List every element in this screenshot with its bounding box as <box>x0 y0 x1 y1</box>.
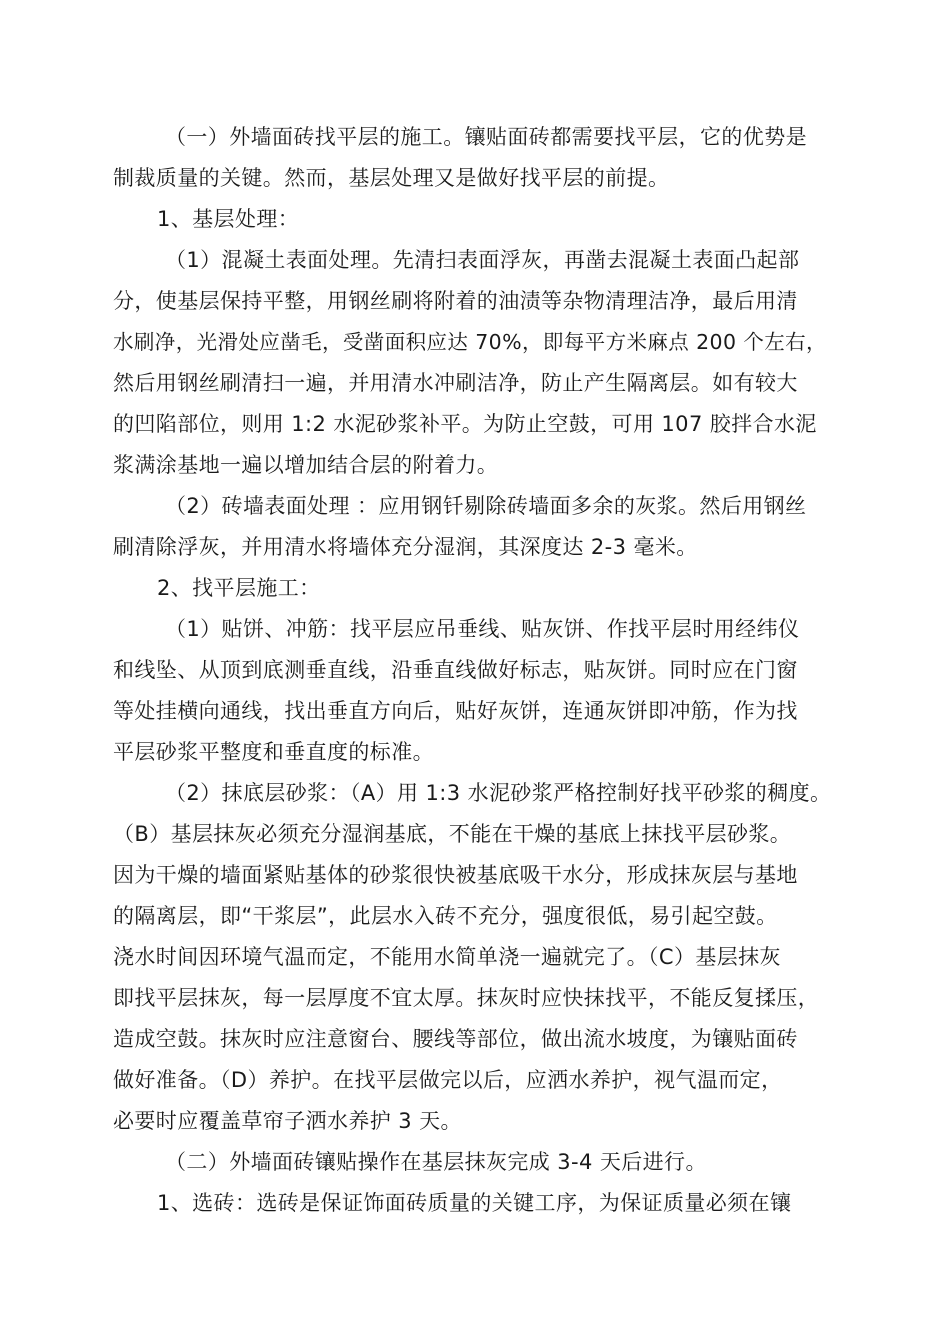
paragraph-line: 即找平层抹灰，每一层厚度不宜太厚。抹灰时应快抹找平，不能反复揉压， <box>113 986 820 1010</box>
paragraph-line: 制裁质量的关键。然而，基层处理又是做好找平层的前提。 <box>113 166 670 190</box>
paragraph-line: 然后用钢丝刷清扫一遍，并用清水冲刷洁净，防止产生隔离层。如有较大 <box>113 371 798 395</box>
paragraph-line: 必要时应覆盖草帘子洒水养护 3 天。 <box>113 1109 462 1133</box>
paragraph-line: 平层砂浆平整度和垂直度的标准。 <box>113 740 434 764</box>
paragraph-line: （一）外墙面砖找平层的施工。镶贴面砖都需要找平层，它的优势是 <box>165 125 807 149</box>
paragraph-line: 造成空鼓。抹灰时应注意窗台、腰线等部位，做出流水坡度，为镶贴面砖 <box>113 1027 798 1051</box>
paragraph-line: （二）外墙面砖镶贴操作在基层抹灰完成 3-4 天后进行。 <box>165 1150 707 1174</box>
section-heading: 1、基层处理： <box>157 207 300 231</box>
paragraph-line: 浇水时间因环境气温而定，不能用水简单浇一遍就完了。（C）基层抹灰 <box>113 945 781 969</box>
paragraph-line: 因为干燥的墙面紧贴基体的砂浆很快被基底吸干水分，形成抹灰层与基地 <box>113 863 798 887</box>
paragraph-line: （2）砖墙表面处理 ：应用钢钎剔除砖墙面多余的灰浆。然后用钢丝 <box>165 494 807 518</box>
paragraph-line: （1）混凝土表面处理。先清扫表面浮灰，再凿去混凝土表面凸起部 <box>165 248 800 272</box>
paragraph-line: （B）基层抹灰必须充分湿润基底，不能在干燥的基底上抹找平层砂浆。 <box>113 822 792 846</box>
paragraph-line: 的凹陷部位，则用 1:2 水泥砂浆补平。为防止空鼓，可用 107 胶拌合水泥 <box>113 412 817 436</box>
document-body <box>113 117 843 1224</box>
section-heading: 2、找平层施工： <box>157 576 321 600</box>
paragraph-line: 水刷净，光滑处应凿毛，受凿面积应达 70%，即每平方米麻点 200 个左右， <box>113 330 827 354</box>
paragraph-line: 分，使基层保持平整，用钢丝刷将附着的油渍等杂物清理洁净，最后用清 <box>113 289 798 313</box>
paragraph-line: 浆满涂基地一遍以增加结合层的附着力。 <box>113 453 499 477</box>
paragraph-line: 和线坠、从顶到底测垂直线，沿垂直线做好标志，贴灰饼。同时应在门窗 <box>113 658 798 682</box>
paragraph-line: （2）抹底层砂浆：（A）用 1:3 水泥砂浆严格控制好找平砂浆的稠度。 <box>165 781 832 805</box>
paragraph-line: 做好准备。（D）养护。在找平层做完以后，应洒水养护，视气温而定， <box>113 1068 783 1092</box>
paragraph-line: 1、选砖：选砖是保证饰面砖质量的关键工序，为保证质量必须在镶 <box>157 1191 792 1215</box>
paragraph-line: 等处挂横向通线，找出垂直方向后，贴好灰饼，连通灰饼即冲筋，作为找 <box>113 699 798 723</box>
paragraph-line: 的隔离层，即“干浆层”，此层水入砖不充分，强度很低，易引起空鼓。 <box>113 904 778 928</box>
paragraph-line: 刷清除浮灰，并用清水将墙体充分湿润，其深度达 2-3 毫米。 <box>113 535 698 559</box>
paragraph-line: （1）贴饼、冲筋：找平层应吊垂线、贴灰饼、作找平层时用经纬仪 <box>165 617 800 641</box>
